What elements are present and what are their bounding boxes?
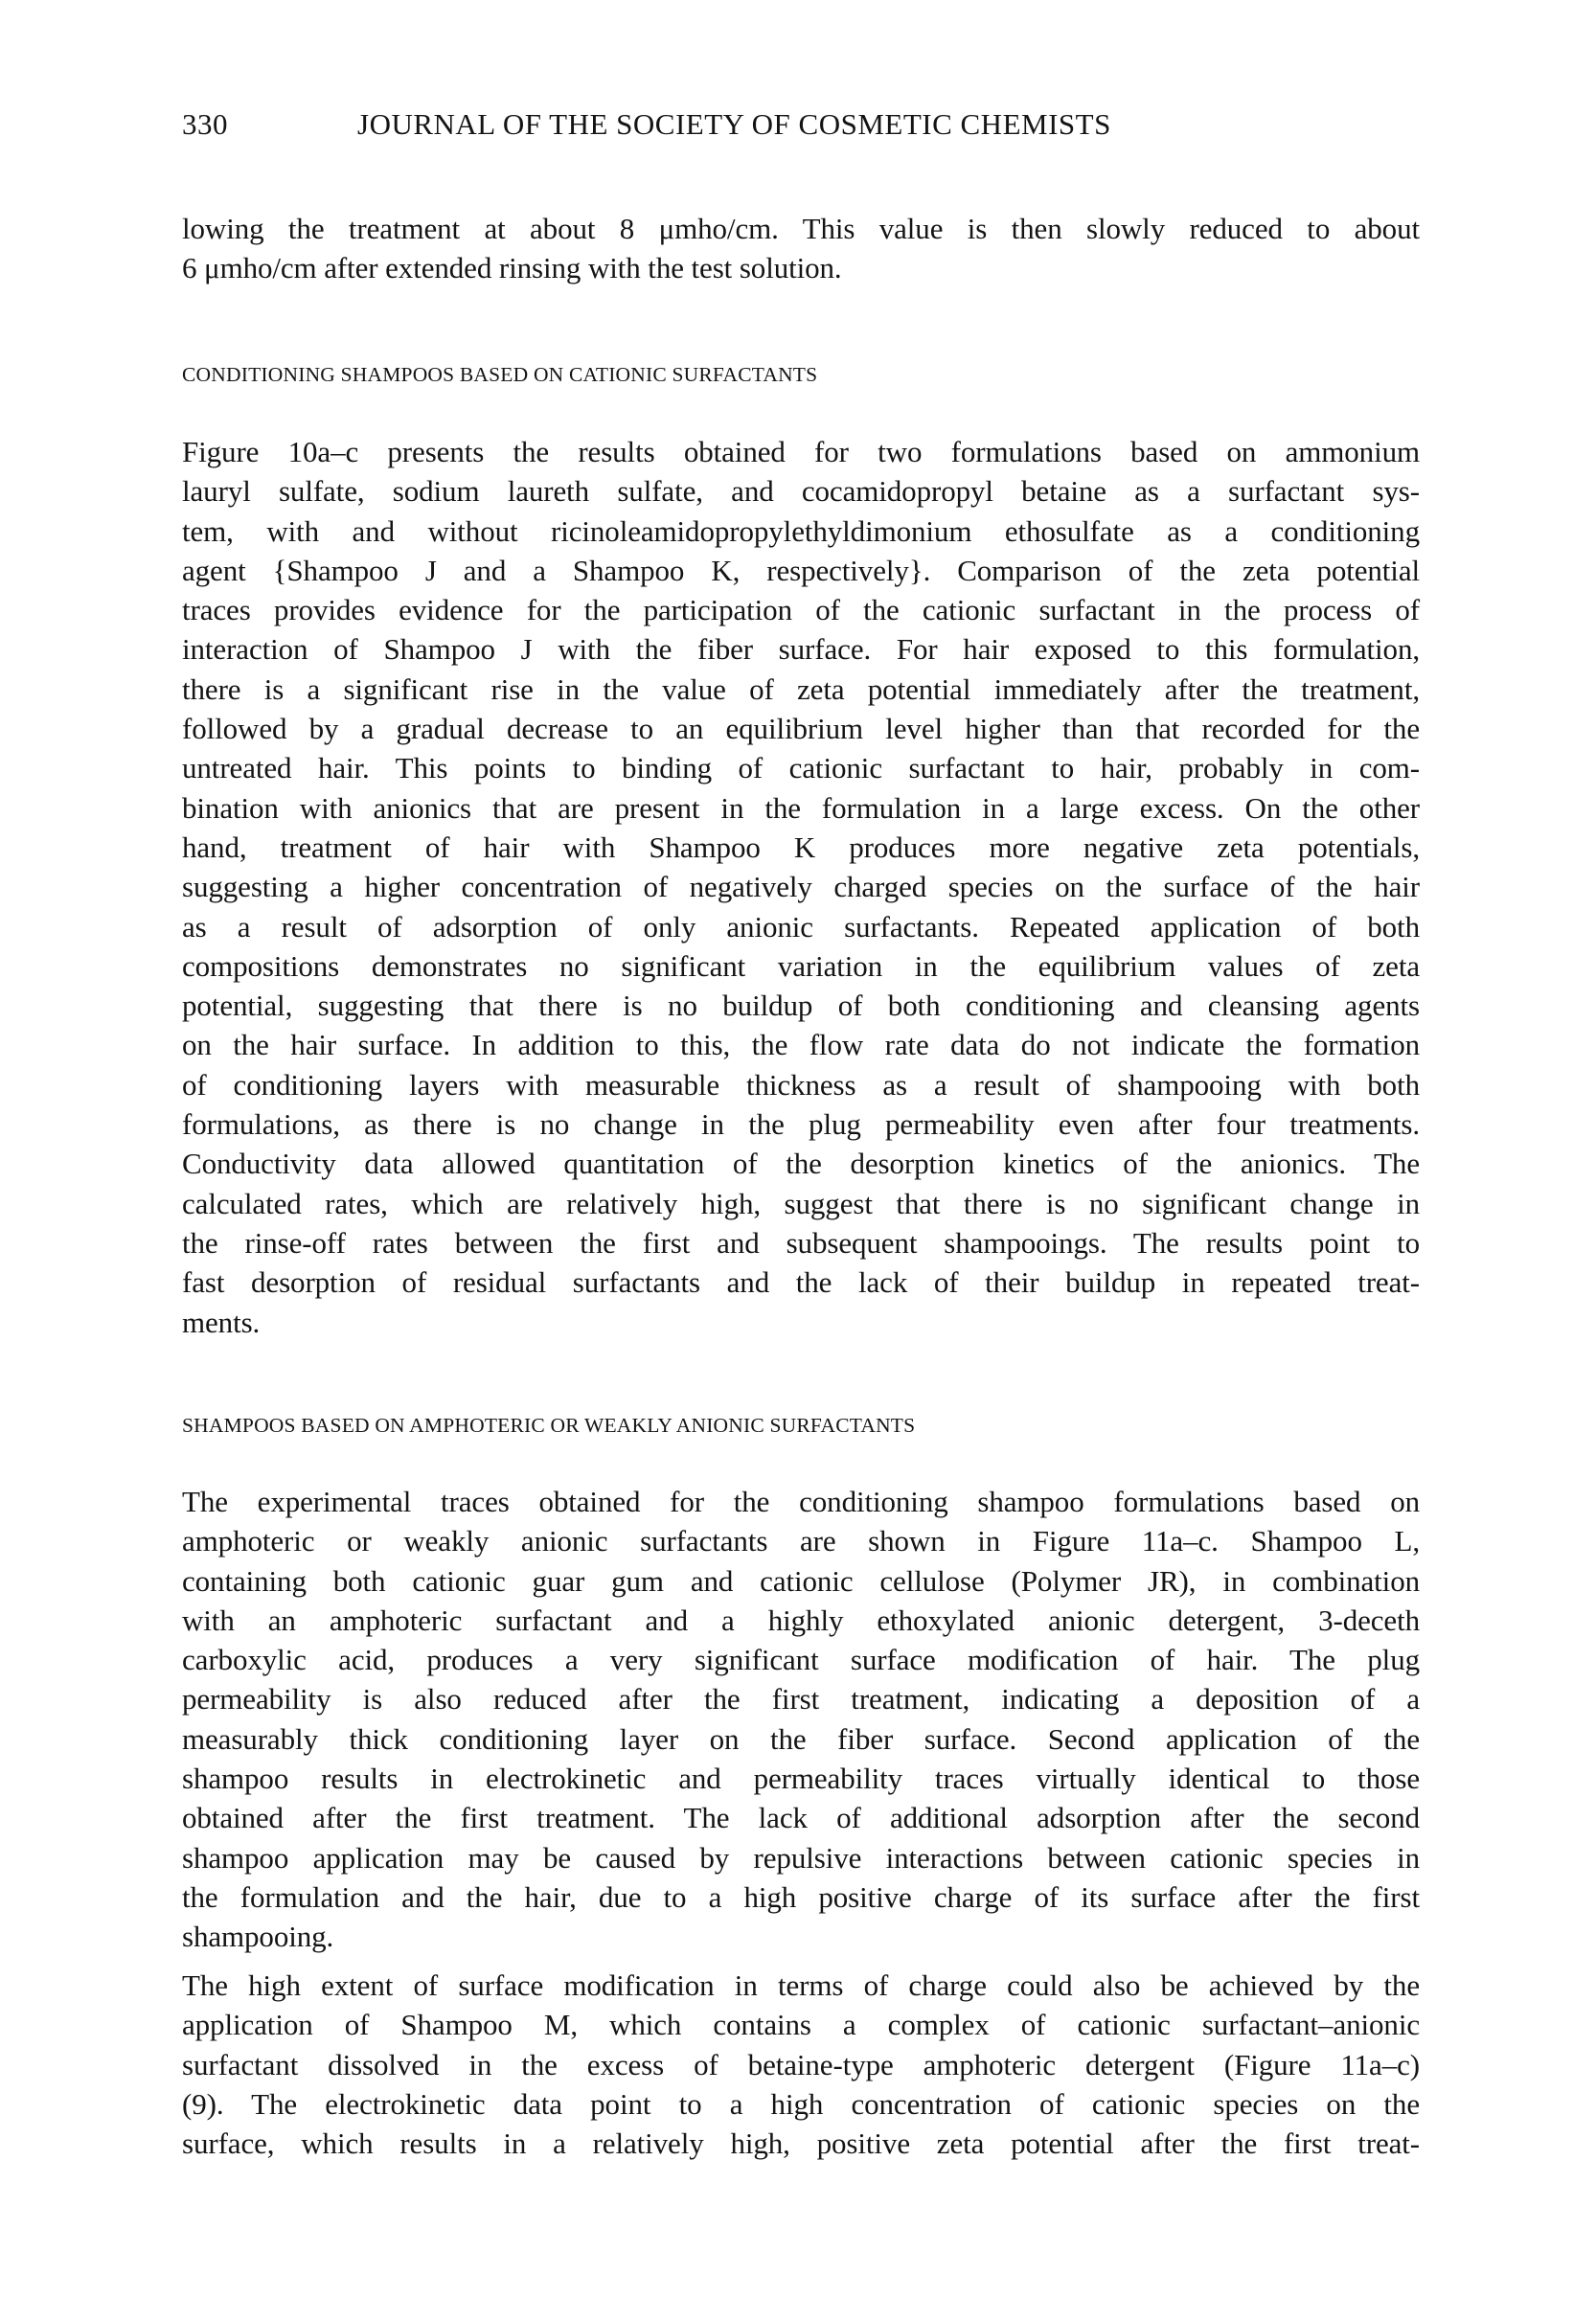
text-line: potential, suggesting that there is no buildup of both conditioning and cleansing agents — [182, 989, 1420, 1023]
text-line: lauryl sulfate, sodium laureth sulfate, and cocamidopropyl betaine as a surfactant sys- — [182, 474, 1420, 509]
text-line: compositions demonstrates no significant variation in the equilibrium values of zeta — [182, 948, 1420, 983]
text-line: Figure 10a–c presents the results obtained for two formulations based on ammonium — [182, 435, 1420, 468]
text-line: shampooing. — [182, 1920, 334, 1954]
text-line: traces provides evidence for the participation of the cationic surfactant in the process of — [182, 593, 1420, 627]
text-line: carboxylic acid, produces a very significant surface modification of hair. The plug — [182, 1643, 1420, 1677]
text-line: hand, treatment of hair with Shampoo K produces more negative zeta potentials, — [182, 830, 1420, 864]
continuation-paragraph — [182, 209, 1420, 288]
text-line: the rinse-off rates between the first and subsequent shampooings. The results point to — [182, 1225, 1420, 1260]
text-line: The high extent of surface modification in terms of charge could also be achieved by the — [182, 1968, 1420, 2002]
text-line: obtained after the first treatment. The lack of additional adsorption after the second — [182, 1801, 1420, 1835]
text-line: suggesting a higher concentration of negatively charged species on the surface of the hair — [182, 870, 1420, 904]
text-line: bination with anionics that are present in the formulation in a large excess. On the other — [182, 790, 1420, 825]
journal-title: JOURNAL OF THE SOCIETY OF COSMETIC CHEMISTS — [357, 107, 1111, 141]
text-line: 6 μmho/cm after extended rinsing with the test solution. — [182, 251, 842, 285]
text-line: calculated rates, which are relatively high, suggest that there is no significant change in — [182, 1186, 1420, 1220]
text-line: containing both cationic guar gum and cationic cellulose (Polymer JR), in combination — [182, 1563, 1420, 1598]
paragraph-cationic — [182, 432, 1420, 1342]
text-line: fast desorption of residual surfactants and the lack of their buildup in repeated treat- — [182, 1265, 1420, 1300]
text-line: on the hair surface. In addition to this, the flow rate data do not indicate the formation — [182, 1028, 1420, 1062]
running-head — [182, 107, 1332, 146]
paragraph-amphoteric-1 — [182, 1482, 1420, 1957]
text-line: untreated hair. This points to binding of cationic surfactant to hair, probably in com- — [182, 751, 1420, 785]
paragraph-amphoteric-2 — [182, 1966, 1420, 2163]
text-line: tem, with and without ricinoleamidopropylethyldimonium ethosulfate as a conditioning — [182, 513, 1420, 548]
text-line: amphoteric or weakly anionic surfactants are shown in Figure 11a–c. Shampoo L, — [182, 1524, 1420, 1558]
page-number: 330 — [182, 107, 228, 141]
text-line: Conductivity data allowed quantitation of the desorption kinetics of the anionics. The — [182, 1147, 1420, 1181]
text-line: ments. — [182, 1305, 261, 1339]
text-line: lowing the treatment at about 8 μmho/cm. This value is then slowly reduced to about — [182, 212, 1420, 245]
text-line: followed by a gradual decrease to an equilibrium level higher than that recorded for the — [182, 712, 1420, 746]
text-line: surfactant dissolved in the excess of betaine-type amphoteric detergent (Figure 11a–c) — [182, 2047, 1420, 2081]
text-line: interaction of Shampoo J with the fiber surface. For hair exposed to this formulation, — [182, 632, 1420, 667]
text-line: formulations, as there is no change in the plug permeability even after four treatments. — [182, 1107, 1420, 1142]
text-line: permeability is also reduced after the first treatment, indicating a deposition of a — [182, 1682, 1420, 1717]
text-line: measurably thick conditioning layer on the fiber surface. Second application of the — [182, 1721, 1420, 1756]
text-line: of conditioning layers with measurable thickness as a result of shampooing with both — [182, 1067, 1420, 1102]
text-line: the formulation and the hair, due to a high positive charge of its surface after the first — [182, 1879, 1420, 1914]
section-heading-amphoteric: SHAMPOOS BASED ON AMPHOTERIC OR WEAKLY ANIONIC SURFACTANTS — [182, 1414, 916, 1437]
text-line: The experimental traces obtained for the conditioning shampoo formulations based on — [182, 1485, 1420, 1518]
text-line: application of Shampoo M, which contains a complex of cationic surfactant–anionic — [182, 2008, 1420, 2042]
text-line: shampoo application may be caused by repulsive interactions between cationic species in — [182, 1840, 1420, 1875]
text-line: (9). The electrokinetic data point to a high concentration of cationic species on the — [182, 2086, 1420, 2121]
section-heading-cationic: CONDITIONING SHAMPOOS BASED ON CATIONIC SURFACTANTS — [182, 363, 818, 386]
text-line: agent {Shampoo J and a Shampoo K, respectively}. Comparison of the zeta potential — [182, 553, 1420, 587]
text-line: surface, which results in a relatively high, positive zeta potential after the first treat- — [182, 2126, 1420, 2161]
text-line: with an amphoteric surfactant and a highly ethoxylated anionic detergent, 3-deceth — [182, 1603, 1420, 1637]
text-line: as a result of adsorption of only anionic surfactants. Repeated application of both — [182, 909, 1420, 944]
text-line: there is a significant rise in the value of zeta potential immediately after the treatment, — [182, 671, 1420, 706]
text-line: shampoo results in electrokinetic and permeability traces virtually identical to those — [182, 1762, 1420, 1796]
